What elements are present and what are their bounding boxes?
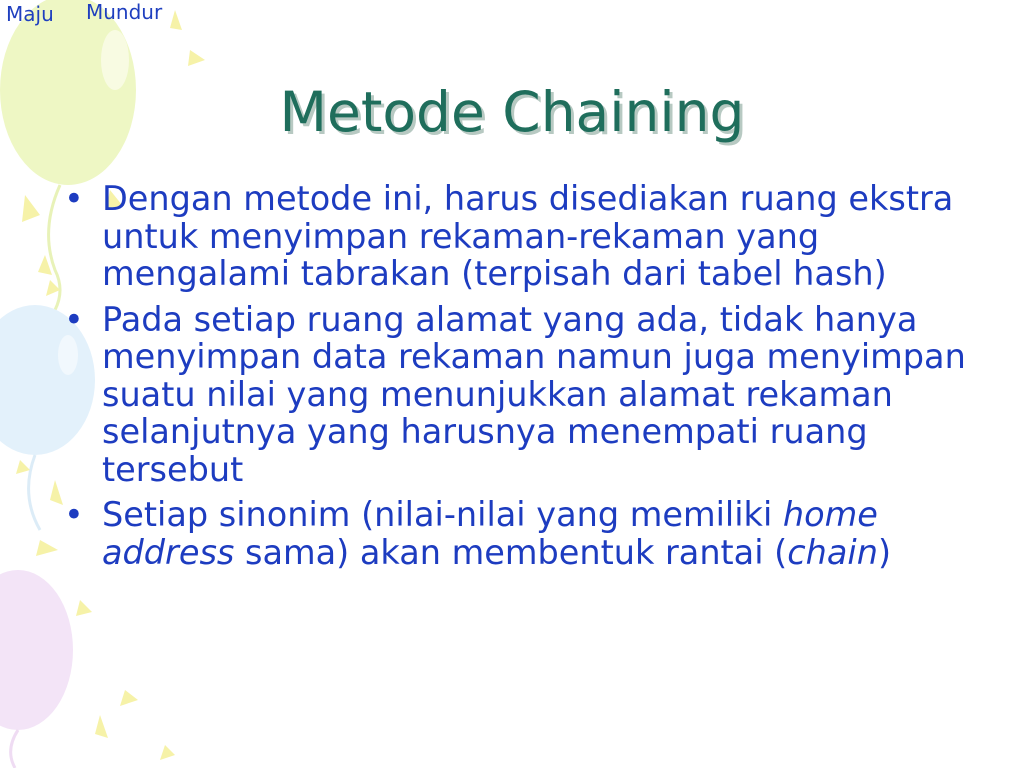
bullet-item (60, 301, 980, 489)
sparkle-icon (120, 690, 138, 706)
bullet-text: ) (877, 532, 892, 572)
purple-balloon (0, 570, 73, 730)
forward-link[interactable]: Maju (6, 2, 54, 26)
sparkle-icon (22, 195, 40, 222)
sparkle-icon (36, 540, 58, 556)
bullet-dot-icon: • (64, 495, 84, 534)
bullet-text: chain (787, 532, 878, 572)
sparkle-icon (16, 460, 30, 474)
bullet-text: Pada setiap ruang alamat yang ada, tidak hanya menyimpan data rekaman namun juga menyimpan suatu nilai yang menunjukkan alamat rekaman selanjutnya yang harusnya menempati ruang tersebut (102, 299, 966, 489)
sparkle-icon (170, 10, 182, 30)
bullet-text: Dengan metode ini, harus disediakan ruang ekstra untuk menyimpan rekaman-rekaman yang mengalami tabrakan (terpisah dari tabel hash) (102, 179, 954, 293)
bullet-item (60, 496, 980, 571)
back-link[interactable]: Mundur (86, 0, 163, 24)
bullet-list (60, 180, 980, 579)
bullet-text: sama) akan membentuk rantai ( (234, 532, 788, 572)
sparkle-icon (76, 600, 92, 616)
purple-balloon-string (11, 730, 18, 768)
sparkle-icon (160, 745, 175, 760)
bullet-text: Setiap sinonim (nilai-nilai yang memiliki (102, 495, 783, 534)
bullet-item (60, 180, 980, 293)
sparkle-icon (188, 50, 205, 66)
slide-title: Metode Chaining (279, 80, 745, 144)
bullet-dot-icon: • (64, 299, 84, 339)
bullet-text: home address (102, 495, 878, 572)
blue-balloon-string (29, 455, 40, 530)
bullet-dot-icon: • (64, 179, 84, 218)
sparkle-icon (95, 715, 108, 738)
